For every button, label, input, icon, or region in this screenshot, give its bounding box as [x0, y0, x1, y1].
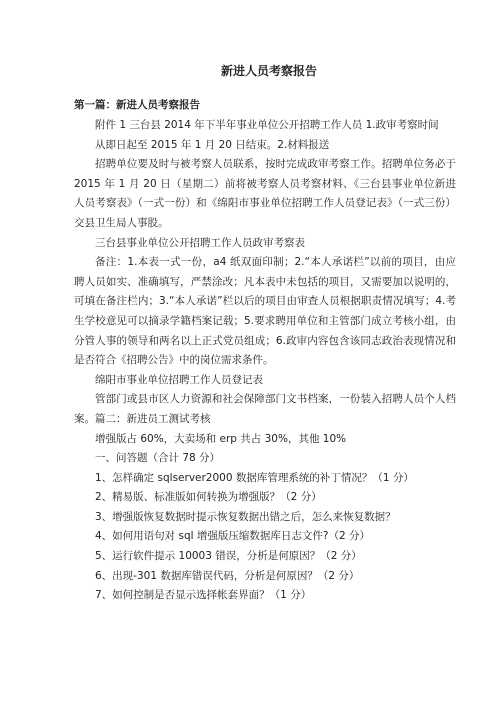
paragraph-question-heading: 一、问答题（合计 78 分）: [95, 452, 221, 465]
question-item: 4、如何用语句对 sql 增强版压缩数据库日志文件?（2 分）: [95, 530, 370, 543]
paragraph-notes: 备注：1.本表一式一份，a4 纸双面印制；2.“本人承诺栏”以前的项目，由应聘人员如实、准确填写，严禁涂改；凡本表中未包括的项目，又需要加以说明的，可填在备注栏内；3.“本人承诺”栏以后的项目由审查人员根据职责情况填写；4.考生学校意见可以摘录学籍档案记载；5.要求聘用单位和主管部门成立考核小组，由分管人事的领导和两名以上正式党员组成；6.政审内容包含该同志政治表现情况和是否符合《招聘公告》中的岗位需求条件。: [74, 256, 456, 367]
paragraph-archive: 管部门或县市区人力资源和社会保障部门文书档案，一份装入招聘人员个人档案。篇二：新进员工测试考核: [74, 393, 456, 425]
paragraph-attachment: 附件 1 三台县 2014 年下半年事业单位公开招聘工作人员 1.政审考察时间: [95, 119, 439, 131]
question-item: 2、精易版、标准版如何转换为增强版？（2 分）: [95, 491, 322, 504]
question-item: 3、增强版恢复数据时提示恢复数据出错之后，怎么来恢复数据？: [95, 510, 396, 523]
paragraph-deadline: 从即日起至 2015 年 1 月 20 日结束。2.材料报送: [95, 138, 330, 151]
section-title: 第一篇：新进人员考察报告: [74, 99, 200, 111]
question-item: 6、出现-301 数据库错误代码，分析是何原因？（2 分）: [95, 569, 360, 582]
paragraph-form-title: 三台县事业单位公开招聘工作人员政审考察表: [95, 236, 305, 249]
paragraph-registration-form: 绵阳市事业单位招聘工作人员登记表: [95, 373, 263, 386]
question-item: 5、运行软件提示 10003 错误，分析是何原因？（2 分）: [95, 550, 362, 563]
paragraph-weighting: 增强版占 60%，大卖场和 erp 共占 30%，其他 10%: [95, 432, 347, 445]
paragraph-submission: 招聘单位要及时与被考察人员联系，按时完成政审考察工作。招聘单位务必于 2015 年 1 月 20 日（星期二）前将被考察人员考察材料、《三台县事业单位新进人员考察表》（一式一份）和《绵阳市事业单位招聘工作人员登记表》（一式三份）交县卫生局人事股。: [74, 158, 456, 229]
question-item: 7、如何控制是否显示选择帐套界面？（1 分）: [95, 589, 312, 602]
question-item: 1、怎样确定 sqlserver2000 数据库管理系统的补丁情况？（1 分）: [95, 471, 414, 484]
document-title: 新进人员考察报告: [220, 64, 317, 78]
